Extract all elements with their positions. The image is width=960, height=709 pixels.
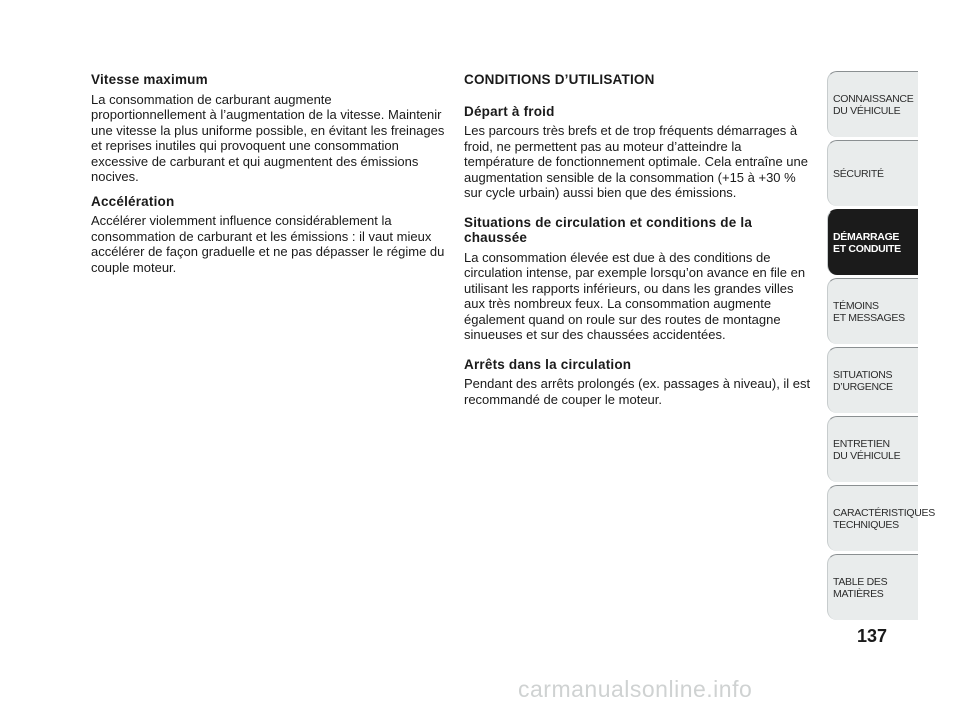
section-depart-a-froid: [464, 104, 814, 201]
section-situations-circulation: [464, 215, 814, 343]
tab-label: SITUATIONS D’URGENCE: [833, 368, 893, 393]
tab-label: CONNAISSANCE DU VÉHICULE: [833, 92, 914, 117]
tab-connaissance-du-vehicule[interactable]: [827, 71, 918, 137]
tab-label: SÉCURITÉ: [833, 167, 884, 180]
tab-caracteristiques-techniques[interactable]: [827, 485, 935, 551]
section-text: La consommation de carburant augmente proportionnellement à l’augmentation de la vitesse. Maintenir une vitesse la plus uniforme possible, en évitant les freinages et reprises inutiles qui provoquent une consommation excessive de carburant et qui augmentent des émissions nocives.: [91, 91, 445, 184]
tab-label: CARACTÉRISTIQUES TECHNIQUES: [833, 506, 935, 531]
section-heading: Vitesse maximum: [91, 72, 208, 87]
section-text: Pendant des arrêts prolongés (ex. passages à niveau), il est recommandé de couper le moteur.: [464, 376, 811, 407]
tab-table-des-matieres[interactable]: [827, 554, 918, 620]
watermark: carmanualsonline.info: [518, 676, 753, 702]
section-text: Les parcours très brefs et de trop fréquents démarrages à froid, ne permettent pas au moteur d’atteindre la température de fonctionnement optimale. Cela entraîne une augmentation sensible de la consommation (+15 à +30 % sur cycle urbain) aussi bien que des émissions.: [464, 123, 808, 200]
left-column: [91, 72, 446, 284]
tab-label: DÉMARRAGE ET CONDUITE: [833, 230, 901, 255]
tab-situations-urgence[interactable]: [827, 347, 918, 413]
section-heading: Arrêts dans la circulation: [464, 356, 632, 372]
tab-demarrage-et-conduite[interactable]: [827, 209, 918, 275]
section-vitesse-maximum: [91, 72, 446, 185]
section-heading: Accélération: [91, 193, 175, 209]
section-acceleration: [91, 194, 446, 276]
section-text: Accélérer violemment influence considérablement la consommation de carburant et les émissions : il vaut mieux accélérer de façon graduelle et ne pas dépasser le régime du couple moteur.: [91, 213, 445, 275]
right-column: [464, 72, 814, 421]
tab-temoins-et-messages[interactable]: [827, 278, 918, 344]
tab-label: TABLE DES MATIÈRES: [833, 575, 888, 600]
page-title: CONDITIONS D’UTILISATION: [464, 72, 655, 87]
page-number: 137: [856, 626, 888, 646]
section-text: La consommation élevée est due à des conditions de circulation intense, par exemple lorsqu’on avance en file en utilisant les rapports inférieurs, ou dans les grandes villes aux très nombreux feux. La consommation augmente également quand on roule sur des routes de montagne sinueuses et sur des chaussées accidentées.: [464, 249, 806, 342]
tab-label: TÉMOINS ET MESSAGES: [833, 299, 905, 324]
tab-label: ENTRETIEN DU VÉHICULE: [833, 437, 901, 462]
chapter-tabs: [827, 71, 935, 623]
tab-securite[interactable]: [827, 140, 918, 206]
section-heading: Départ à froid: [464, 103, 555, 119]
section-heading: Situations de circulation et conditions de la chaussée: [464, 214, 753, 245]
tab-entretien-du-vehicule[interactable]: [827, 416, 918, 482]
section-arrets-circulation: [464, 357, 814, 408]
